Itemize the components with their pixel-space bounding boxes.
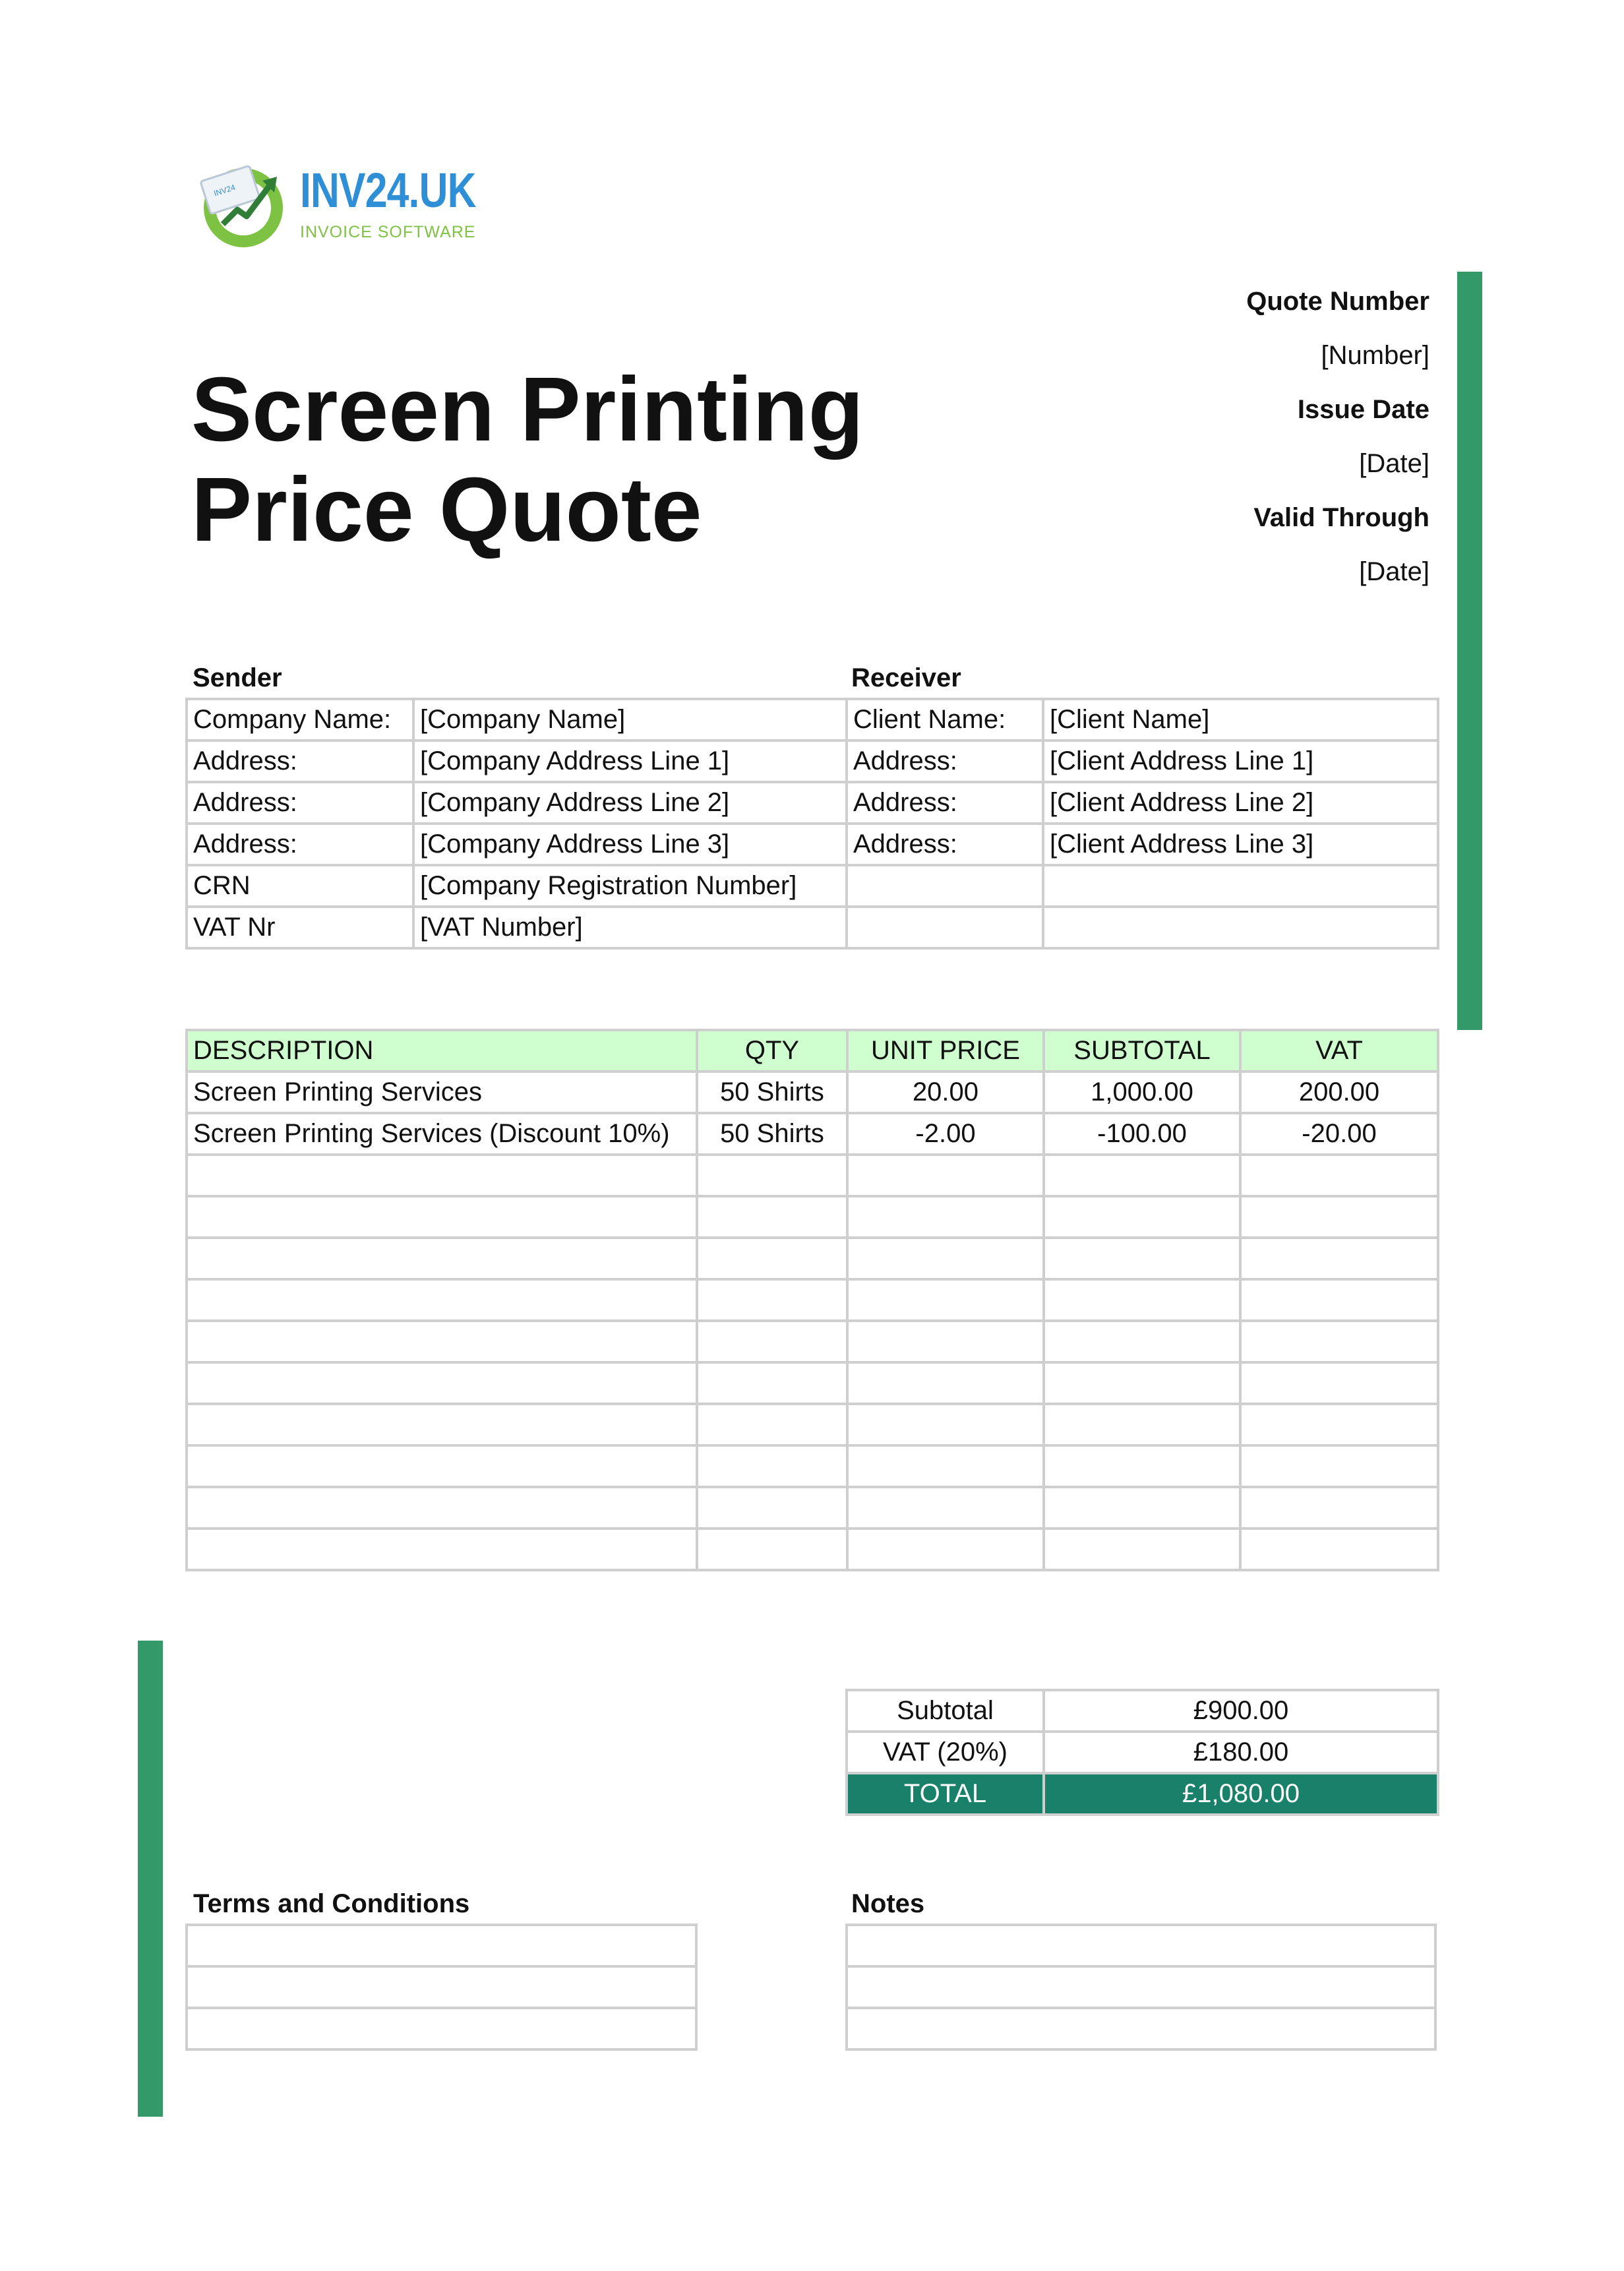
item-vat[interactable]: -20.00 — [1240, 1113, 1438, 1155]
item-qty[interactable] — [697, 1155, 847, 1196]
item-vat[interactable] — [1240, 1445, 1438, 1487]
item-row — [187, 1362, 1438, 1404]
item-vat[interactable] — [1240, 1529, 1438, 1570]
total-value: £1,080.00 — [1044, 1773, 1438, 1815]
receiver-label — [847, 907, 1043, 948]
valid-through-label: Valid Through — [1253, 503, 1429, 532]
receiver-label: Address: — [847, 741, 1043, 782]
sender-value[interactable]: [Company Registration Number] — [413, 865, 847, 907]
notes-cell[interactable] — [847, 2008, 1435, 2049]
item-row — [187, 1279, 1438, 1321]
item-vat[interactable] — [1240, 1404, 1438, 1445]
item-vat[interactable] — [1240, 1362, 1438, 1404]
valid-through-value: [Date] — [1359, 557, 1429, 586]
terms-row — [187, 1966, 696, 2008]
item-row — [187, 1321, 1438, 1362]
item-qty[interactable] — [697, 1445, 847, 1487]
notes-row — [847, 1925, 1435, 1966]
receiver-value[interactable]: [Client Address Line 3] — [1043, 824, 1438, 865]
party-row — [187, 865, 1438, 907]
sender-label: Company Name: — [187, 699, 413, 741]
item-row — [187, 1238, 1438, 1279]
terms-row — [187, 2008, 696, 2049]
item-vat[interactable] — [1240, 1155, 1438, 1196]
item-vat[interactable] — [1240, 1487, 1438, 1529]
sender-label: Address: — [187, 741, 413, 782]
logo-icon — [196, 158, 290, 252]
vat-label: VAT (20%) — [847, 1732, 1044, 1773]
items-header-row — [187, 1030, 1438, 1072]
receiver-value[interactable] — [1043, 907, 1438, 948]
document-title — [191, 359, 864, 560]
item-description[interactable] — [187, 1321, 697, 1362]
notes-row — [847, 1966, 1435, 2008]
subtotal-row — [847, 1690, 1438, 1732]
item-unit-price[interactable] — [847, 1487, 1044, 1529]
item-unit-price[interactable] — [847, 1155, 1044, 1196]
item-unit-price[interactable]: -2.00 — [847, 1113, 1044, 1155]
notes-table — [845, 1923, 1437, 2051]
issue-date-value: [Date] — [1359, 449, 1429, 478]
receiver-value[interactable] — [1043, 865, 1438, 907]
item-qty[interactable] — [697, 1279, 847, 1321]
item-qty[interactable] — [697, 1362, 847, 1404]
item-unit-price[interactable] — [847, 1321, 1044, 1362]
item-vat[interactable] — [1240, 1321, 1438, 1362]
item-row — [187, 1072, 1438, 1113]
item-subtotal[interactable] — [1044, 1238, 1240, 1279]
terms-cell[interactable] — [187, 2008, 696, 2049]
item-subtotal[interactable] — [1044, 1529, 1240, 1570]
item-unit-price[interactable] — [847, 1362, 1044, 1404]
sender-heading: Sender — [193, 663, 282, 692]
header-description: DESCRIPTION — [187, 1030, 697, 1072]
total-row — [847, 1773, 1438, 1815]
party-row — [187, 699, 1438, 741]
header-unit-price: UNIT PRICE — [847, 1030, 1044, 1072]
title-line-1: Screen Printing — [191, 359, 864, 460]
item-description[interactable] — [187, 1404, 697, 1445]
item-qty[interactable] — [697, 1238, 847, 1279]
receiver-heading: Receiver — [851, 663, 961, 692]
item-qty[interactable] — [697, 1404, 847, 1445]
item-subtotal[interactable] — [1044, 1487, 1240, 1529]
sender-label: VAT Nr — [187, 907, 413, 948]
sender-label: CRN — [187, 865, 413, 907]
sender-value[interactable]: [Company Name] — [413, 699, 847, 741]
issue-date-label: Issue Date — [1297, 395, 1429, 424]
item-row — [187, 1445, 1438, 1487]
sender-label: Address: — [187, 782, 413, 824]
receiver-label — [847, 865, 1043, 907]
header-subtotal: SUBTOTAL — [1044, 1030, 1240, 1072]
sender-value[interactable]: [Company Address Line 3] — [413, 824, 847, 865]
logo-name: INV24.UK — [300, 163, 476, 218]
accent-bar-right — [1457, 272, 1482, 1030]
item-unit-price[interactable] — [847, 1238, 1044, 1279]
logo-badge-text: INV24 — [212, 182, 237, 198]
item-unit-price[interactable] — [847, 1404, 1044, 1445]
item-unit-price[interactable] — [847, 1445, 1044, 1487]
item-subtotal[interactable]: 1,000.00 — [1044, 1072, 1240, 1113]
item-vat[interactable]: 200.00 — [1240, 1072, 1438, 1113]
receiver-value[interactable]: [Client Name] — [1043, 699, 1438, 741]
terms-heading: Terms and Conditions — [193, 1889, 470, 1918]
receiver-label: Address: — [847, 782, 1043, 824]
item-description[interactable] — [187, 1362, 697, 1404]
item-row — [187, 1155, 1438, 1196]
item-vat[interactable] — [1240, 1279, 1438, 1321]
notes-heading: Notes — [851, 1889, 925, 1918]
sender-label: Address: — [187, 824, 413, 865]
party-row — [187, 782, 1438, 824]
logo-tagline: INVOICE SOFTWARE — [300, 223, 476, 241]
item-subtotal[interactable] — [1044, 1404, 1240, 1445]
item-subtotal[interactable] — [1044, 1321, 1240, 1362]
item-subtotal[interactable] — [1044, 1362, 1240, 1404]
items-table — [185, 1029, 1439, 1571]
quote-number-label: Quote Number — [1246, 287, 1429, 316]
sender-value[interactable]: [Company Address Line 1] — [413, 741, 847, 782]
item-qty[interactable] — [697, 1321, 847, 1362]
party-row — [187, 741, 1438, 782]
receiver-label: Client Name: — [847, 699, 1043, 741]
terms-row — [187, 1925, 696, 1966]
item-description[interactable] — [187, 1529, 697, 1570]
notes-row — [847, 2008, 1435, 2049]
item-subtotal[interactable] — [1044, 1196, 1240, 1238]
receiver-value[interactable]: [Client Address Line 1] — [1043, 741, 1438, 782]
receiver-label: Address: — [847, 824, 1043, 865]
sender-value[interactable]: [Company Address Line 2] — [413, 782, 847, 824]
item-row — [187, 1487, 1438, 1529]
item-vat[interactable] — [1240, 1196, 1438, 1238]
header-qty: QTY — [697, 1030, 847, 1072]
item-description[interactable] — [187, 1238, 697, 1279]
item-unit-price[interactable]: 20.00 — [847, 1072, 1044, 1113]
item-qty[interactable] — [697, 1487, 847, 1529]
vat-row — [847, 1732, 1438, 1773]
item-subtotal[interactable]: -100.00 — [1044, 1113, 1240, 1155]
subtotal-label: Subtotal — [847, 1690, 1044, 1732]
receiver-value[interactable]: [Client Address Line 2] — [1043, 782, 1438, 824]
item-qty[interactable] — [697, 1529, 847, 1570]
item-subtotal[interactable] — [1044, 1279, 1240, 1321]
terms-cell[interactable] — [187, 1966, 696, 2008]
item-unit-price[interactable] — [847, 1279, 1044, 1321]
item-unit-price[interactable] — [847, 1529, 1044, 1570]
totals-table — [845, 1689, 1439, 1816]
item-description[interactable]: Screen Printing Services (Discount 10%) — [187, 1113, 697, 1155]
item-qty[interactable] — [697, 1196, 847, 1238]
item-description[interactable] — [187, 1445, 697, 1487]
item-row — [187, 1113, 1438, 1155]
item-description[interactable] — [187, 1279, 697, 1321]
item-row — [187, 1404, 1438, 1445]
item-subtotal[interactable] — [1044, 1445, 1240, 1487]
title-line-2: Price Quote — [191, 459, 702, 560]
quote-number-value: [Number] — [1321, 341, 1429, 370]
item-qty[interactable]: 50 Shirts — [697, 1072, 847, 1113]
item-vat[interactable] — [1240, 1238, 1438, 1279]
subtotal-value: £900.00 — [1044, 1690, 1438, 1732]
item-row — [187, 1529, 1438, 1570]
item-row — [187, 1196, 1438, 1238]
notes-cell[interactable] — [847, 1966, 1435, 2008]
notes-cell[interactable] — [847, 1925, 1435, 1966]
vat-value: £180.00 — [1044, 1732, 1438, 1773]
header-vat: VAT — [1240, 1030, 1438, 1072]
terms-table — [185, 1923, 698, 2051]
item-unit-price[interactable] — [847, 1196, 1044, 1238]
terms-cell[interactable] — [187, 1925, 696, 1966]
item-description[interactable] — [187, 1196, 697, 1238]
party-row — [187, 907, 1438, 948]
item-qty[interactable]: 50 Shirts — [697, 1113, 847, 1155]
total-label: TOTAL — [847, 1773, 1044, 1815]
parties-table — [185, 698, 1439, 950]
item-subtotal[interactable] — [1044, 1155, 1240, 1196]
party-row — [187, 824, 1438, 865]
accent-bar-left — [138, 1641, 163, 2117]
item-description[interactable] — [187, 1155, 697, 1196]
item-description[interactable]: Screen Printing Services — [187, 1072, 697, 1113]
sender-value[interactable]: [VAT Number] — [413, 907, 847, 948]
item-description[interactable] — [187, 1487, 697, 1529]
